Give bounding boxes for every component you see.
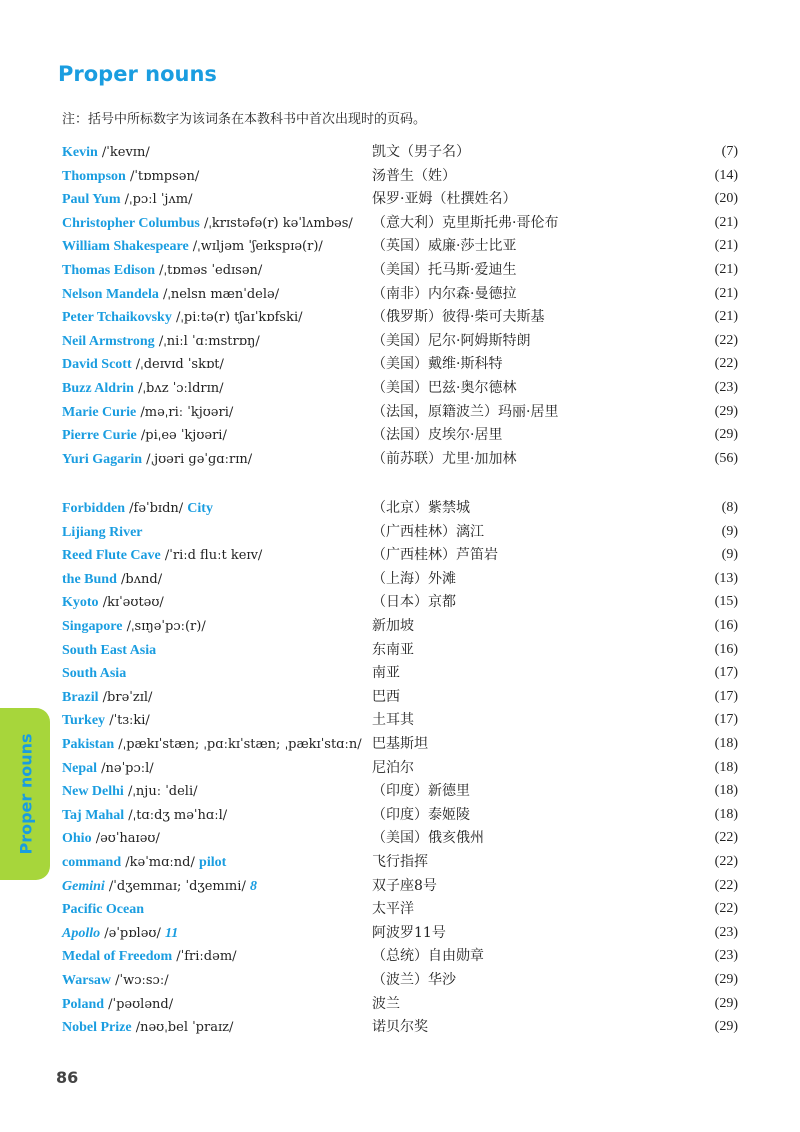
- entry-page-ref: (13): [714, 570, 738, 586]
- entry-page-ref: (14): [714, 167, 738, 183]
- entry-pronunciation: /ˌjʊəri ɡəˈɡɑːrɪn/: [142, 451, 253, 467]
- entry-page-ref: (22): [714, 854, 738, 869]
- entry-english: [62, 283, 279, 306]
- glossary-entry: [0, 259, 800, 281]
- entry-term: Kyoto: [62, 595, 99, 611]
- glossary-entry: [0, 757, 800, 779]
- entry-pronunciation: /ˈdʒemɪnaɪ; ˈdʒemɪni/: [104, 878, 250, 894]
- entry-chinese: （广西桂林）漓江: [372, 523, 484, 540]
- entry-pronunciation: /ˌnelsn mænˈdelə/: [158, 286, 280, 302]
- entry-page-ref: (21): [714, 238, 738, 254]
- entry-term: Buzz Aldrin: [62, 381, 134, 396]
- entry-page-ref: (17): [714, 665, 738, 681]
- entry-pronunciation: /ˈriːd fluːt keɪv/: [160, 548, 263, 564]
- entry-chinese: （美国）戴维·斯科特: [372, 356, 503, 373]
- entry-page-ref: (22): [714, 356, 738, 372]
- entry-english: [62, 757, 154, 780]
- entry-term: Apollo: [62, 925, 101, 941]
- entry-english: [62, 165, 199, 188]
- entry-term: Christopher Columbus: [62, 215, 200, 231]
- entry-term: the Bund: [62, 571, 117, 587]
- entry-page-ref: (21): [714, 262, 738, 277]
- entry-term: Brazil: [62, 689, 99, 705]
- page-title: Proper nouns: [58, 62, 217, 86]
- entry-chinese: 巴西: [372, 688, 400, 705]
- glossary-entry: [0, 922, 800, 944]
- entry-chinese: 阿波罗11号: [372, 924, 446, 941]
- entry-chinese: （南非）内尔森·曼德拉: [372, 285, 517, 302]
- entry-page-ref: (23): [714, 924, 738, 940]
- entry-pronunciation: /əˈpɒləʊ/: [100, 925, 165, 941]
- entry-pronunciation: /ˈtɒmpsən/: [125, 168, 200, 184]
- entry-term: South Asia: [62, 666, 127, 682]
- entry-english: [62, 1016, 233, 1039]
- entry-pronunciation: /ˌwɪljəm ˈʃeɪkspɪə(r)/: [188, 239, 323, 255]
- entry-page-ref: (22): [714, 877, 738, 893]
- entry-chinese: （北京）紫禁城: [372, 500, 470, 516]
- entry-chinese: （波兰）华沙: [372, 972, 456, 988]
- entry-chinese: 尼泊尔: [372, 759, 414, 776]
- entry-chinese: （英国）威廉·莎士比亚: [372, 238, 517, 255]
- entry-english: [62, 662, 126, 685]
- entry-page-ref: (17): [714, 688, 738, 704]
- glossary-entry: [0, 165, 800, 187]
- entry-page-ref: (7): [721, 144, 738, 159]
- entry-english: [62, 235, 323, 258]
- entry-pronunciation: /ˌsɪŋəˈpɔː(r)/: [122, 619, 206, 634]
- entry-english: [62, 568, 162, 591]
- glossary-entry: [0, 827, 800, 849]
- entry-page-ref: (22): [714, 332, 738, 348]
- entry-page-ref: (21): [714, 309, 738, 325]
- entry-page-ref: (22): [714, 830, 738, 846]
- entry-english: [62, 521, 143, 544]
- entry-english: [62, 353, 224, 376]
- entry-english: [62, 945, 237, 968]
- entry-chinese: （美国）巴兹·奥尔德林: [372, 380, 517, 396]
- entry-chinese: （前苏联）尤里·加加林: [372, 450, 517, 467]
- entry-page-ref: (29): [714, 972, 738, 987]
- glossary-entry: [0, 945, 800, 967]
- entry-pronunciation: /ˈwɔːsɔː/: [111, 973, 169, 988]
- side-tab-label: Proper nouns: [16, 733, 36, 855]
- entry-english: [62, 827, 160, 850]
- entry-english: [62, 993, 173, 1016]
- entry-chinese: 东南亚: [372, 641, 414, 658]
- entry-page-ref: (15): [714, 594, 738, 610]
- entry-term: William Shakespeare: [62, 239, 189, 255]
- glossary-entry: [0, 686, 800, 708]
- entry-english: [62, 780, 198, 803]
- entry-term: Lijiang River: [62, 524, 143, 540]
- entry-page-ref: (56): [714, 450, 738, 466]
- page-number: 86: [56, 1068, 79, 1087]
- entry-english: [62, 141, 150, 164]
- entry-term: Ohio: [62, 831, 92, 847]
- glossary-entry: [0, 568, 800, 590]
- entry-term: Taj Mahal: [62, 807, 125, 823]
- entry-chinese: （上海）外滩: [372, 570, 456, 587]
- glossary-entry: [0, 401, 800, 423]
- entry-chinese: （广西桂林）芦笛岩: [372, 547, 498, 564]
- entry-term: pilot: [199, 855, 227, 870]
- entry-pronunciation: /əʊˈhaɪəʊ/: [91, 831, 160, 847]
- entry-term: command: [62, 855, 122, 870]
- entry-pronunciation: /ˌnjuː ˈdeli/: [123, 784, 198, 800]
- entry-page-ref: (29): [714, 995, 738, 1011]
- entry-pronunciation: /ˈtɜːki/: [105, 713, 150, 729]
- entry-term: 8: [249, 878, 257, 894]
- entry-pronunciation: /ˌkrɪstəfə(r) kəˈlʌmbəs/: [199, 215, 353, 231]
- entry-page-ref: (9): [721, 523, 738, 539]
- entry-page-ref: (8): [721, 500, 738, 515]
- entry-chinese: 飞行指挥: [372, 854, 428, 870]
- entry-pronunciation: /ˈkevɪn/: [97, 145, 150, 160]
- entry-page-ref: (16): [714, 641, 738, 657]
- entry-page-ref: (18): [714, 783, 738, 799]
- entry-page-ref: (16): [714, 618, 738, 633]
- entry-term: Poland: [62, 996, 105, 1012]
- entry-term: Reed Flute Cave: [62, 548, 161, 564]
- entry-pronunciation: /məˌriː ˈkjʊəri/: [136, 404, 234, 420]
- glossary-entry: [0, 1016, 800, 1038]
- glossary-entry: [0, 353, 800, 375]
- entry-english: [62, 591, 164, 614]
- entry-pronunciation: /ˌbʌz ˈɔːldrɪn/: [133, 381, 224, 396]
- entry-page-ref: (29): [714, 403, 738, 419]
- entry-chinese: 汤普生（姓）: [372, 167, 456, 184]
- entry-english: [62, 544, 262, 567]
- entry-pronunciation: /nəˈpɔːl/: [97, 760, 154, 776]
- entry-english: [62, 804, 227, 827]
- entry-term: Marie Curie: [62, 404, 137, 420]
- entry-page-ref: (29): [714, 1019, 738, 1035]
- entry-term: Medal of Freedom: [62, 949, 173, 965]
- glossary-entry: [0, 141, 800, 163]
- entry-chinese: 双子座8号: [372, 877, 437, 894]
- entry-term: Nobel Prize: [62, 1020, 132, 1036]
- glossary-entry: [0, 377, 800, 399]
- glossary-entry: [0, 188, 800, 210]
- entry-term: David Scott: [62, 357, 132, 373]
- entry-chinese: （总统）自由勋章: [372, 948, 484, 965]
- entry-english: [62, 615, 206, 638]
- glossary-entry: [0, 969, 800, 991]
- entry-chinese: （美国）俄亥俄州: [372, 830, 484, 847]
- entry-term: Peter Tchaikovsky: [62, 310, 172, 326]
- entry-term: Pakistan: [62, 737, 115, 752]
- entry-term: Thompson: [62, 168, 126, 184]
- glossary-entry: [0, 993, 800, 1015]
- entry-term: Gemini: [62, 878, 105, 894]
- entry-english: [62, 898, 144, 921]
- entry-english: [62, 188, 193, 211]
- glossary-entry: [0, 424, 800, 446]
- glossary-entry: [0, 235, 800, 257]
- entry-page-ref: (23): [714, 380, 738, 395]
- entry-term: New Delhi: [62, 784, 124, 800]
- entry-english: [62, 401, 233, 424]
- glossary-entry: [0, 875, 800, 897]
- entry-chinese: （美国）托马斯·爱迪生: [372, 262, 517, 278]
- entry-english: [62, 212, 353, 235]
- entry-pronunciation: /fəˈbɪdn/: [125, 501, 188, 516]
- entry-pronunciation: /nəʊˌbel ˈpraɪz/: [131, 1020, 234, 1036]
- glossary-entry: [0, 780, 800, 802]
- entry-chinese: （俄罗斯）彼得·柴可夫斯基: [372, 309, 545, 326]
- entry-page-ref: (21): [714, 285, 738, 301]
- glossary-entry: [0, 521, 800, 543]
- entry-term: Pierre Curie: [62, 428, 137, 444]
- entry-term: Pacific Ocean: [62, 902, 145, 918]
- entry-term: Turkey: [62, 713, 106, 729]
- entry-english: [62, 969, 169, 992]
- entry-chinese: （法国）皮埃尔·居里: [372, 427, 503, 444]
- entry-page-ref: (18): [714, 806, 738, 822]
- entry-chinese: 南亚: [372, 665, 400, 682]
- entry-pronunciation: /brəˈzɪl/: [98, 689, 153, 705]
- glossary-entry: [0, 662, 800, 684]
- entry-chinese: （印度）泰姬陵: [372, 806, 470, 823]
- entry-pronunciation: /ˌniːl ˈɑːmstrɒŋ/: [154, 333, 260, 349]
- entry-pronunciation: /ˈpəʊlənd/: [104, 996, 174, 1012]
- glossary-entry: [0, 851, 800, 873]
- glossary-entry: [0, 306, 800, 328]
- glossary-entry: [0, 615, 800, 637]
- entry-chinese: 土耳其: [372, 712, 414, 729]
- entry-term: Nepal: [62, 760, 97, 776]
- entry-english: [62, 709, 150, 732]
- entry-english: [62, 733, 362, 756]
- entry-pronunciation: /ˈfriːdəm/: [172, 949, 237, 965]
- entry-chinese: 巴基斯坦: [372, 736, 428, 752]
- glossary-entry: [0, 898, 800, 920]
- entry-chinese: （日本）京都: [372, 594, 456, 611]
- entry-pronunciation: /bʌnd/: [116, 571, 163, 587]
- glossary-entry: [0, 497, 800, 519]
- entry-pronunciation: /ˌdeɪvɪd ˈskɒt/: [131, 357, 224, 373]
- entry-english: [62, 875, 257, 898]
- glossary-entry: [0, 709, 800, 731]
- entry-term: Paul Yum: [62, 192, 121, 208]
- entry-page-ref: (22): [714, 901, 738, 917]
- entry-page-ref: (9): [721, 547, 738, 563]
- entry-chinese: （印度）新德里: [372, 783, 470, 800]
- entry-term: 11: [164, 925, 179, 941]
- entry-english: [62, 259, 262, 282]
- entry-pronunciation: /kɪˈəʊtəʊ/: [98, 595, 164, 611]
- entry-english: [62, 851, 226, 874]
- glossary-entry: [0, 283, 800, 305]
- entry-english: [62, 377, 224, 400]
- entry-page-ref: (29): [714, 427, 738, 443]
- entry-english: [62, 497, 213, 520]
- entry-page-ref: (17): [714, 712, 738, 728]
- entry-term: Thomas Edison: [62, 263, 155, 278]
- entry-pronunciation: /ˌtɑːdʒ məˈhɑːl/: [124, 807, 228, 823]
- glossary-entry: [0, 212, 800, 234]
- entry-term: Kevin: [62, 145, 98, 160]
- entry-page-ref: (18): [714, 736, 738, 751]
- entry-chinese: 保罗·亚姆（杜撰姓名）: [372, 191, 517, 208]
- entry-page-ref: (20): [714, 191, 738, 207]
- entry-term: South East Asia: [62, 642, 157, 658]
- entry-chinese: （意大利）克里斯托弗·哥伦布: [372, 214, 559, 231]
- glossary-entry: [0, 330, 800, 352]
- entry-term: Warsaw: [62, 973, 111, 988]
- entry-chinese: 波兰: [372, 995, 400, 1012]
- entry-english: [62, 448, 252, 471]
- entry-page-ref: (18): [714, 759, 738, 775]
- entry-chinese: 诺贝尔奖: [372, 1019, 428, 1036]
- entry-term: Yuri Gagarin: [62, 451, 142, 467]
- entry-chinese: 凯文（男子名）: [372, 144, 470, 160]
- entry-pronunciation: /piˌeə ˈkjʊəri/: [136, 428, 227, 444]
- entry-english: [62, 922, 178, 945]
- page-note: 注：括号中所标数字为该词条在本教科书中首次出现时的页码。: [62, 112, 427, 127]
- entry-english: [62, 306, 303, 329]
- entry-term: Singapore: [62, 619, 123, 634]
- entry-term: Forbidden: [62, 501, 126, 516]
- entry-chinese: （法国，原籍波兰）玛丽·居里: [372, 403, 559, 420]
- entry-term: City: [187, 501, 213, 516]
- entry-term: Nelson Mandela: [62, 286, 159, 302]
- glossary-entry: [0, 544, 800, 566]
- entry-pronunciation: /ˌtɒməs ˈedɪsən/: [154, 263, 263, 278]
- glossary-entry: [0, 591, 800, 613]
- glossary-entry: [0, 733, 800, 755]
- glossary-entry: [0, 448, 800, 470]
- entry-pronunciation: /ˌpækɪˈstæn; ˌpɑːkɪˈstæn; ˌpækɪˈstɑːn/: [114, 737, 362, 752]
- glossary-entry: [0, 639, 800, 661]
- entry-pronunciation: /kəˈmɑːnd/: [121, 855, 200, 870]
- entry-english: [62, 686, 152, 709]
- entry-pronunciation: /ˌpiːtə(r) tʃaɪˈkɒfski/: [171, 310, 303, 326]
- entry-chinese: 新加坡: [372, 618, 414, 634]
- entry-pronunciation: /ˌpɔːl ˈjʌm/: [120, 192, 193, 208]
- entry-page-ref: (23): [714, 948, 738, 964]
- entry-english: [62, 330, 260, 353]
- entry-term: Neil Armstrong: [62, 333, 155, 349]
- entry-chinese: 太平洋: [372, 901, 414, 918]
- entry-english: [62, 639, 156, 662]
- entry-page-ref: (21): [714, 214, 738, 230]
- glossary-entry: [0, 804, 800, 826]
- entry-chinese: （美国）尼尔·阿姆斯特朗: [372, 332, 531, 349]
- entry-english: [62, 424, 227, 447]
